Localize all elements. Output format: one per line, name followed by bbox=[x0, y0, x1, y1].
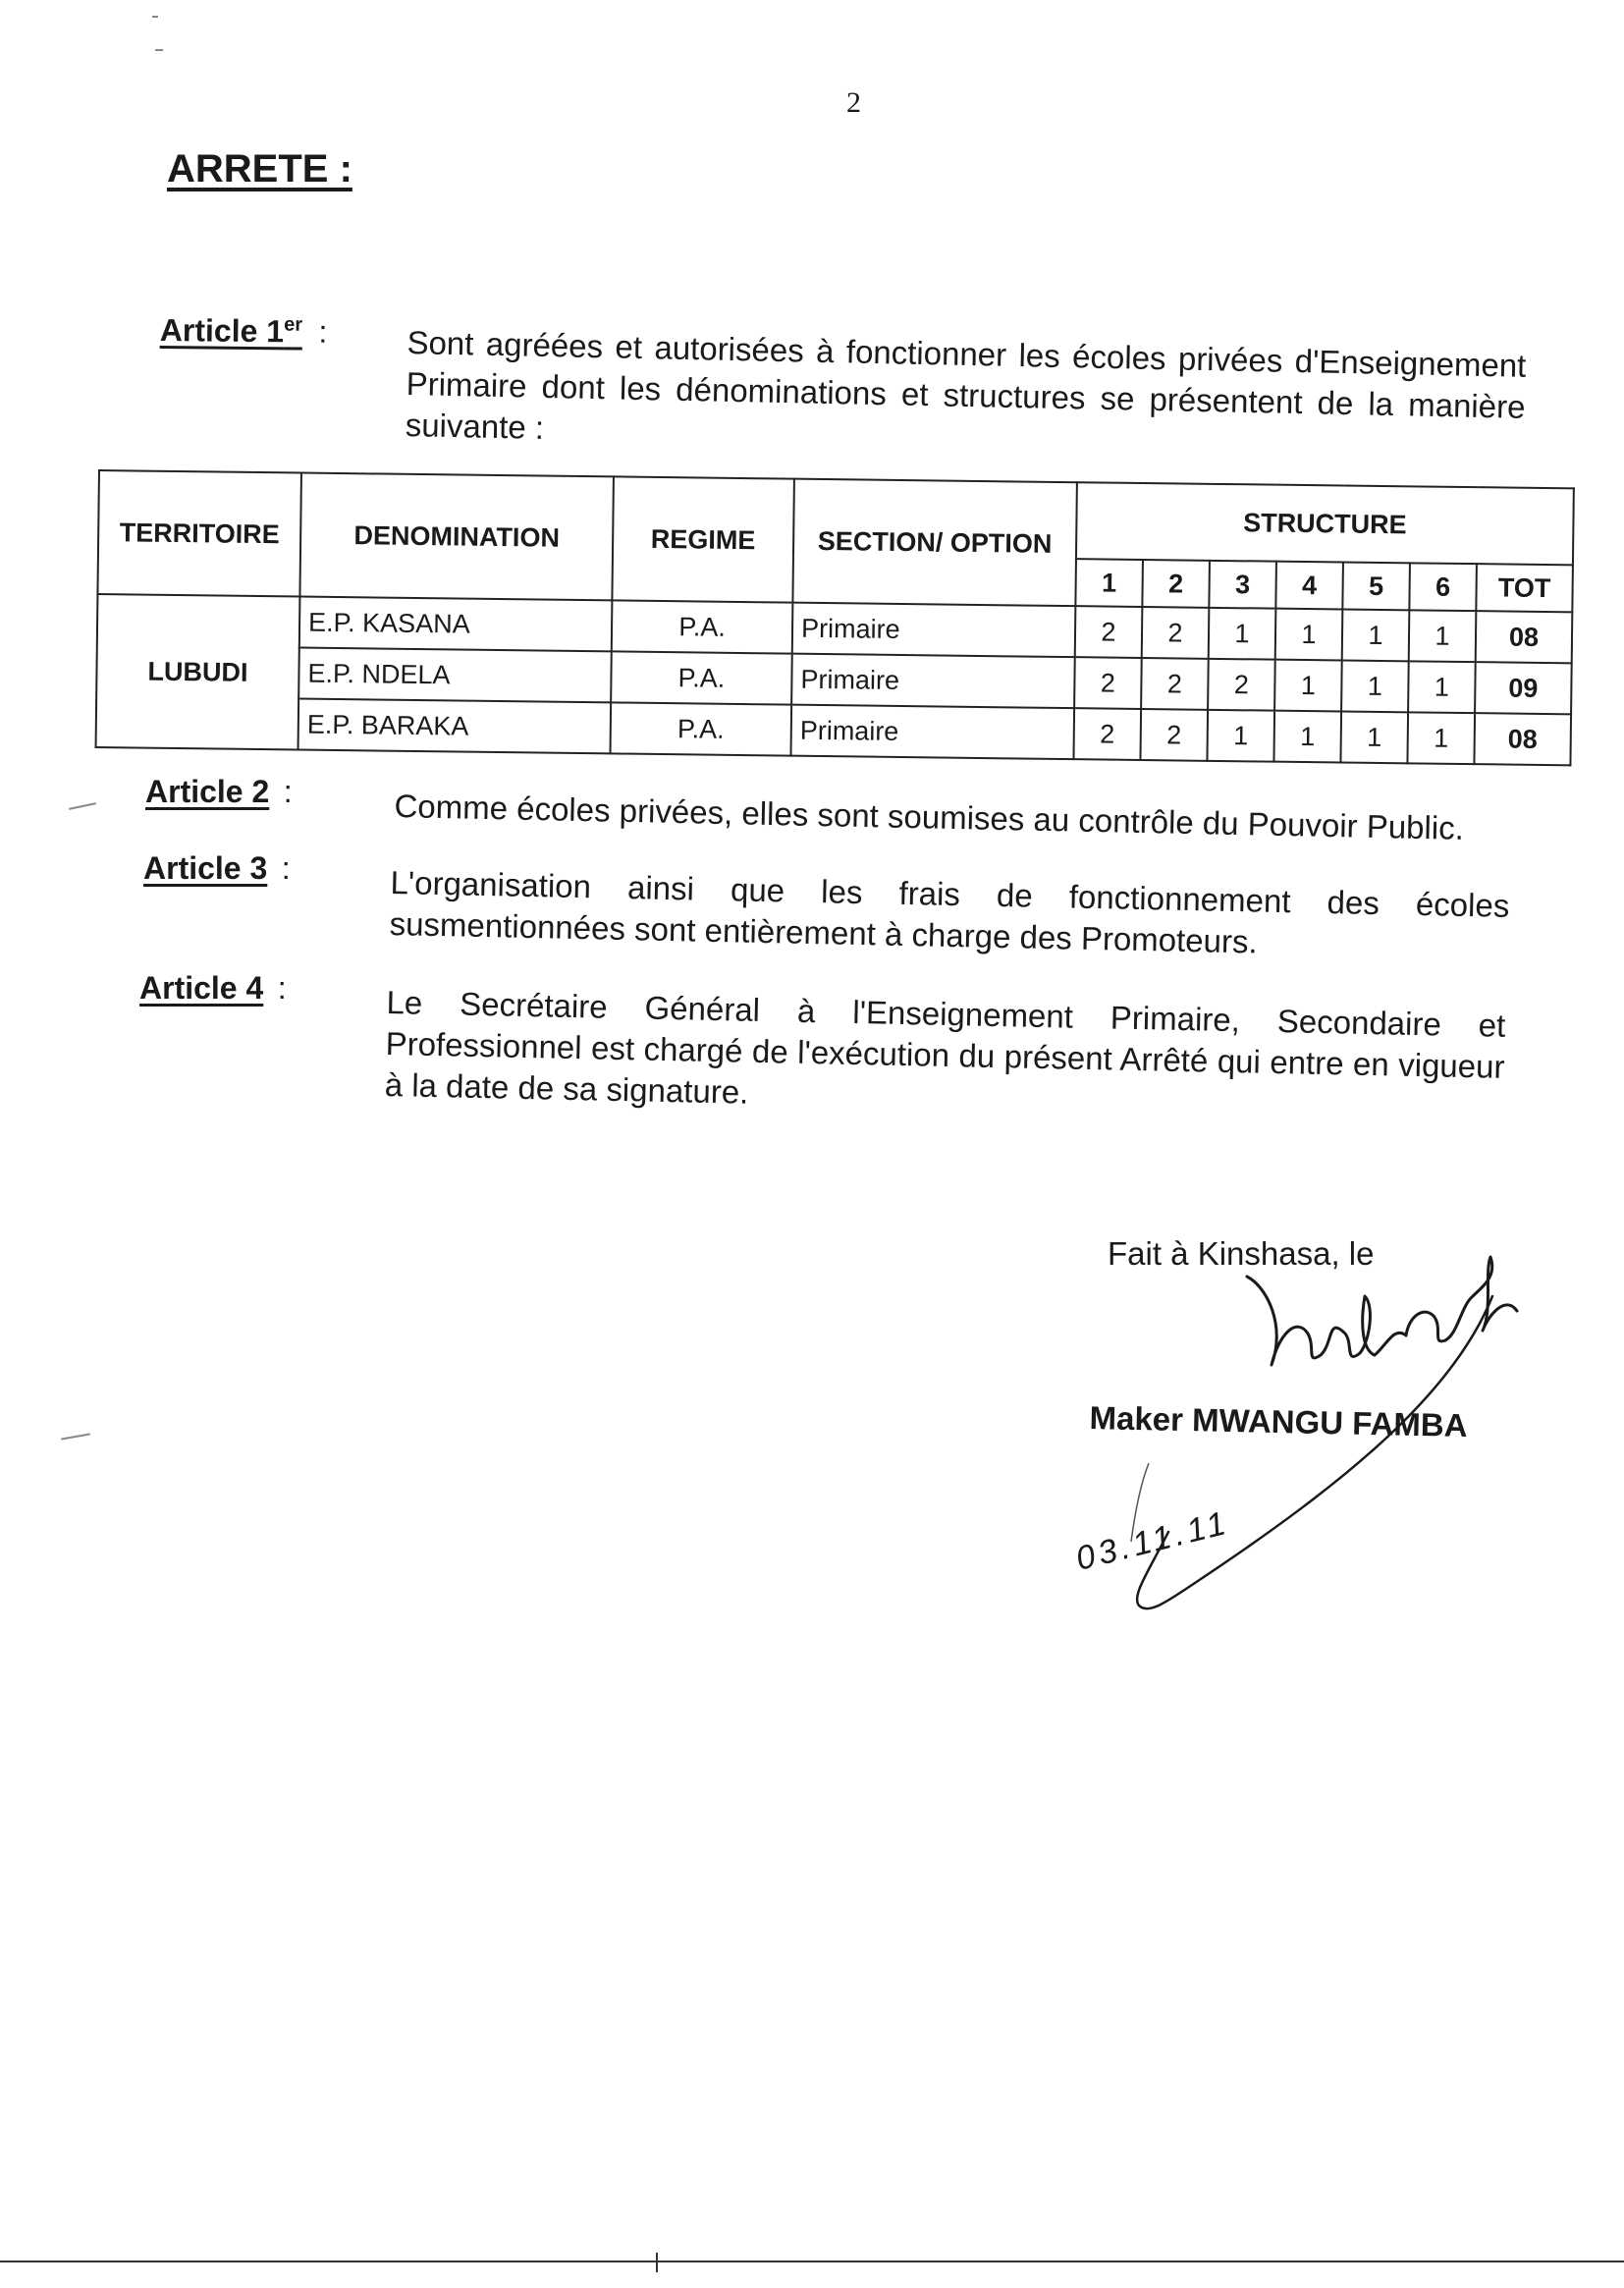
scan-mark bbox=[152, 16, 158, 18]
page-number: 2 bbox=[846, 86, 861, 119]
value-cell: 2 bbox=[1074, 657, 1142, 709]
value-cell: 1 bbox=[1207, 710, 1274, 762]
value-cell: 2 bbox=[1208, 659, 1275, 711]
header-territoire: TERRITOIRE bbox=[97, 470, 301, 597]
value-cell: 1 bbox=[1209, 608, 1276, 660]
article-1-text: Sont agréées et autorisées à fonctionner les écoles privées d'Enseignement Primaire dont les dénominations et structures se présentent de la manière suivante : bbox=[405, 323, 1527, 446]
document-heading: ARRETE : bbox=[167, 147, 352, 191]
denomination-cell: E.P. BARAKA bbox=[298, 699, 612, 754]
value-cell: 1 bbox=[1407, 712, 1475, 764]
territoire-cell: LUBUDI bbox=[96, 594, 300, 750]
article-2-label-group: Article 2 : bbox=[145, 774, 293, 809]
header-denomination: DENOMINATION bbox=[299, 473, 614, 601]
value-cell: 1 bbox=[1274, 660, 1342, 712]
section-cell: Primaire bbox=[792, 603, 1076, 658]
header-section: SECTION/ OPTION bbox=[792, 479, 1077, 607]
article-3-label-group: Article 3 : bbox=[143, 850, 291, 886]
total-cell: 08 bbox=[1476, 611, 1573, 663]
regime-cell: P.A. bbox=[612, 600, 793, 653]
value-cell: 1 bbox=[1409, 610, 1477, 662]
value-cell: 2 bbox=[1142, 607, 1210, 659]
header-structure: STRUCTURE bbox=[1076, 482, 1574, 565]
header-col-1: 1 bbox=[1075, 559, 1143, 607]
signer-name: Maker MWANGU FAMBA bbox=[1089, 1399, 1468, 1444]
schools-table bbox=[95, 469, 1575, 766]
article-2-text: Comme écoles privées, elles sont soumises au contrôle du Pouvoir Public. bbox=[394, 787, 1465, 846]
value-cell: 2 bbox=[1073, 708, 1141, 760]
section-cell: Primaire bbox=[791, 654, 1075, 709]
regime-cell: P.A. bbox=[611, 702, 792, 755]
article-1-label: Article 1er bbox=[159, 312, 303, 350]
value-cell: 1 bbox=[1408, 661, 1476, 713]
regime-cell: P.A. bbox=[611, 651, 792, 704]
bottom-rule-tick bbox=[656, 2253, 658, 2272]
value-cell: 1 bbox=[1273, 711, 1341, 763]
header-regime: REGIME bbox=[612, 476, 794, 602]
article-3-text: L'organisation ainsi que les frais de fonctionnement des écoles susmentionnées sont entièrement à charge des Promoteurs. bbox=[389, 863, 1510, 960]
header-col-4: 4 bbox=[1275, 562, 1343, 610]
total-cell: 08 bbox=[1474, 713, 1571, 765]
value-cell: 2 bbox=[1140, 709, 1208, 761]
value-cell: 1 bbox=[1340, 711, 1408, 763]
header-col-5: 5 bbox=[1342, 562, 1410, 610]
value-cell: 1 bbox=[1275, 609, 1343, 661]
article-4-label: Article 4 bbox=[139, 970, 264, 1006]
bottom-rule bbox=[0, 2261, 1624, 2262]
denomination-cell: E.P. NDELA bbox=[298, 648, 612, 703]
article-2-label: Article 2 bbox=[145, 774, 270, 809]
denomination-cell: E.P. KASANA bbox=[299, 597, 613, 652]
scan-mark bbox=[61, 1433, 90, 1440]
signature-place: Fait à Kinshasa, le bbox=[1108, 1235, 1375, 1272]
article-4-label-group: Article 4 : bbox=[139, 970, 287, 1006]
header-col-6: 6 bbox=[1409, 563, 1477, 611]
article-3-label: Article 3 bbox=[143, 850, 268, 886]
section-cell: Primaire bbox=[790, 705, 1074, 760]
scan-mark bbox=[155, 49, 163, 51]
value-cell: 2 bbox=[1141, 658, 1209, 710]
header-col-tot: TOT bbox=[1476, 564, 1573, 612]
header-col-3: 3 bbox=[1209, 561, 1276, 609]
handwritten-date: 03.11.11 bbox=[1072, 1503, 1233, 1578]
article-4-text: Le Secrétaire Général à l'Enseignement Primaire, Secondaire et Professionnel est chargé de l'exécution du présent Arrêté qui entre en vigueur à la date de sa signature. bbox=[384, 983, 1506, 1111]
total-cell: 09 bbox=[1475, 662, 1572, 714]
value-cell: 1 bbox=[1342, 609, 1410, 661]
scan-mark bbox=[69, 802, 96, 810]
header-col-2: 2 bbox=[1142, 560, 1210, 608]
value-cell: 2 bbox=[1075, 606, 1143, 658]
article-1-label-group: Article 1er : bbox=[159, 312, 328, 350]
value-cell: 1 bbox=[1341, 660, 1409, 712]
